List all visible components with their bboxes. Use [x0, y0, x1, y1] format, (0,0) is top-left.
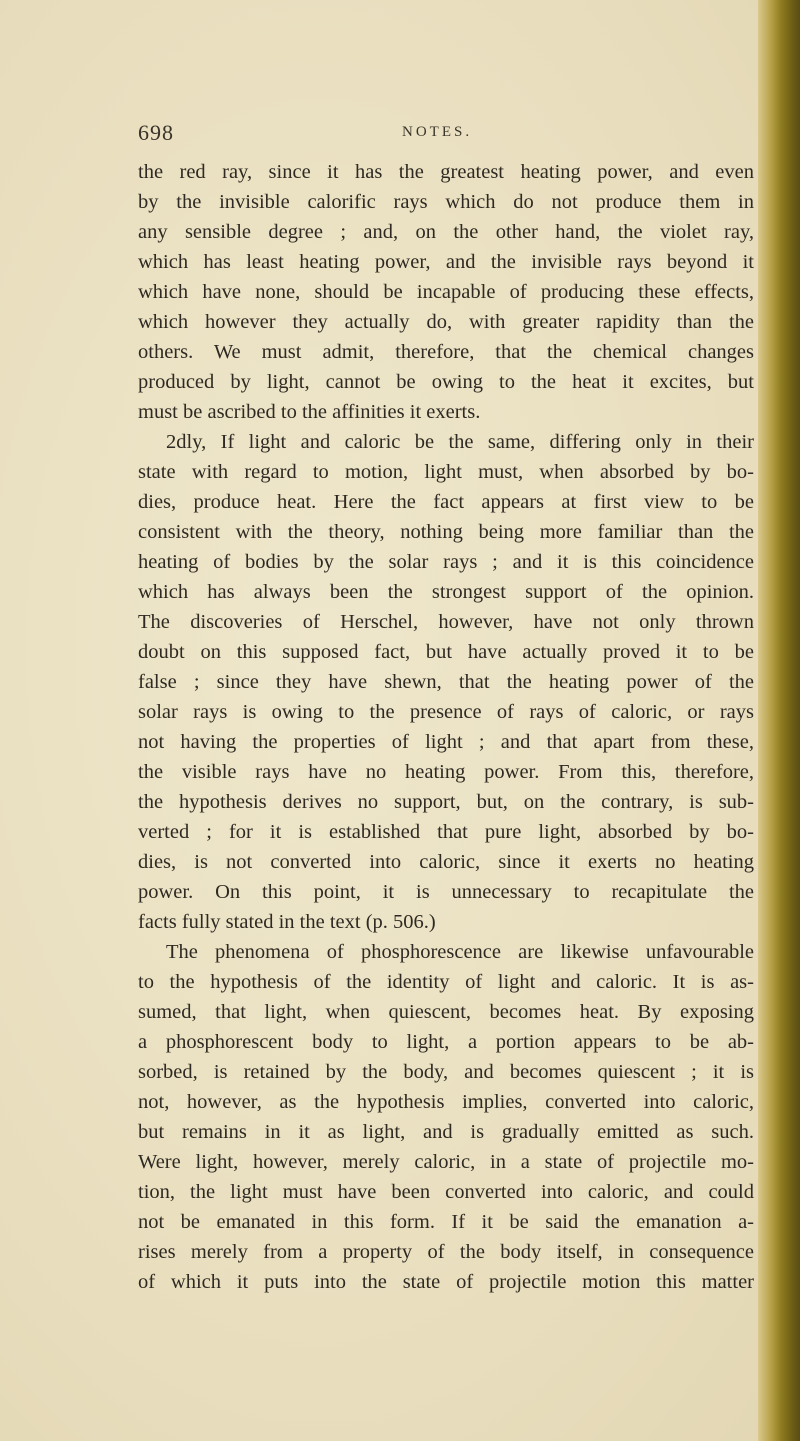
text-line: which has least heating power, and the invisible rays beyond it: [138, 251, 754, 273]
text-line: of which it puts into the state of projectile motion this matter: [138, 1271, 754, 1293]
text-line: which have none, should be incapable of producing these effects,: [138, 281, 754, 303]
text-line: not be emanated in this form. If it be said the emanation a-: [138, 1211, 754, 1233]
text-line: Were light, however, merely caloric, in a state of projectile mo-: [138, 1151, 754, 1173]
text-line: to the hypothesis of the identity of light and caloric. It is as-: [138, 971, 754, 993]
text-line: heating of bodies by the solar rays ; and it is this coincidence: [138, 551, 754, 573]
text-line: not, however, as the hypothesis implies, converted into caloric,: [138, 1091, 754, 1113]
text-line: dies, is not converted into caloric, since it exerts no heating: [138, 851, 754, 873]
text-line: power. On this point, it is unnecessary to recapitulate the: [138, 881, 754, 903]
text-line: solar rays is owing to the presence of rays of caloric, or rays: [138, 701, 754, 723]
text-line: not having the properties of light ; and that apart from these,: [138, 731, 754, 753]
text-line: must be ascribed to the affinities it exerts.: [138, 401, 481, 423]
page-number: 698: [138, 120, 174, 145]
text-line: the visible rays have no heating power. From this, therefore,: [138, 761, 754, 783]
text-line: the hypothesis derives no support, but, on the contrary, is sub-: [138, 791, 754, 813]
text-line: but remains in it as light, and is gradually emitted as such.: [138, 1121, 754, 1143]
text-line: doubt on this supposed fact, but have actually proved it to be: [138, 641, 754, 663]
text-line: tion, the light must have been converted into caloric, and could: [138, 1181, 754, 1203]
text-line: which has always been the strongest support of the opinion.: [138, 581, 754, 603]
text-line: false ; since they have shewn, that the heating power of the: [138, 671, 754, 693]
text-line: any sensible degree ; and, on the other hand, the violet ray,: [138, 221, 754, 243]
text-line: facts fully stated in the text (p. 506.): [138, 911, 436, 933]
text-line: sumed, that light, when quiescent, becomes heat. By exposing: [138, 1001, 754, 1023]
text-line: sorbed, is retained by the body, and becomes quiescent ; it is: [138, 1061, 754, 1083]
text-line: consistent with the theory, nothing being more familiar than the: [138, 521, 754, 543]
text-line: which however they actually do, with greater rapidity than the: [138, 311, 754, 333]
text-line: The phenomena of phosphorescence are likewise unfavourable: [166, 941, 754, 963]
text-line: rises merely from a property of the body itself, in consequence: [138, 1241, 754, 1263]
running-head: NOTES.: [402, 124, 473, 140]
text-line: 2dly, If light and caloric be the same, differing only in their: [166, 431, 754, 453]
text-line: others. We must admit, therefore, that the chemical changes: [138, 341, 754, 363]
text-line: The discoveries of Herschel, however, have not only thrown: [138, 611, 754, 633]
text-line: a phosphorescent body to light, a portion appears to be ab-: [138, 1031, 754, 1053]
text-line: verted ; for it is established that pure light, absorbed by bo-: [138, 821, 754, 843]
text-line: produced by light, cannot be owing to the heat it excites, but: [138, 371, 754, 393]
text-line: dies, produce heat. Here the fact appears at first view to be: [138, 491, 754, 513]
text-line: the red ray, since it has the greatest heating power, and even: [138, 161, 754, 183]
text-line: by the invisible calorific rays which do not produce them in: [138, 191, 754, 213]
text-line: state with regard to motion, light must, when absorbed by bo-: [138, 461, 754, 483]
